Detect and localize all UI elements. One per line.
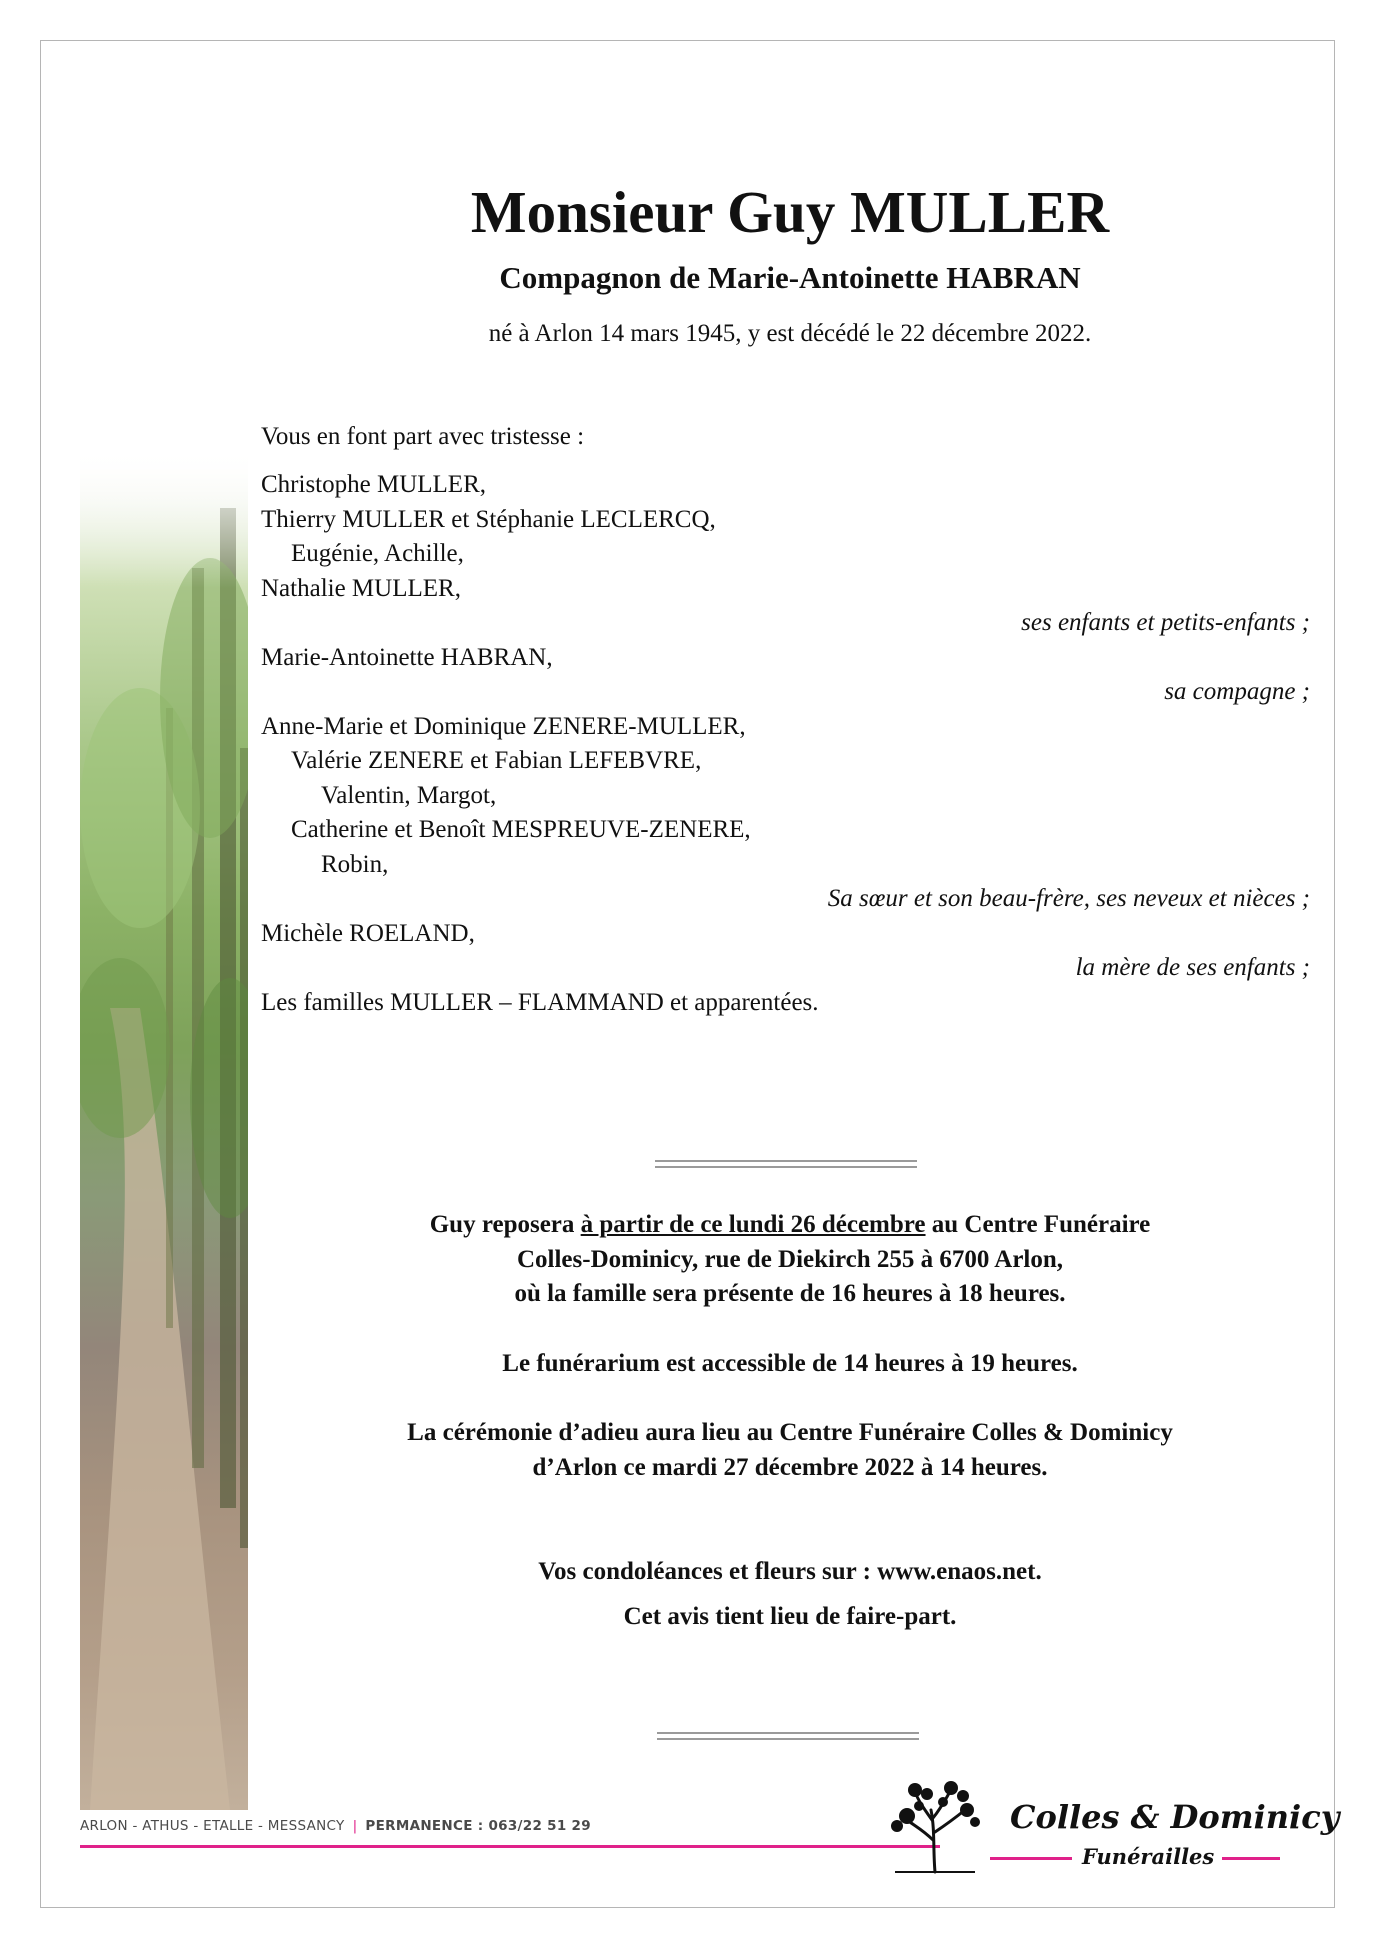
family-line: Marie-Antoinette HABRAN, xyxy=(261,643,553,671)
ceremony-info xyxy=(255,1416,1325,1485)
visitation-address: Colles-Dominicy, rue de Diekirch 255 à 6700 Arlon, xyxy=(516,1245,1064,1273)
family-list xyxy=(261,468,1310,1020)
footer-contact xyxy=(80,1818,591,1834)
footer-locations: ARLON - ATHUS - ETALLE - MESSANCY xyxy=(80,1818,345,1834)
family-line: Michèle ROELAND, xyxy=(261,919,475,947)
visitation-text: au Centre Funéraire xyxy=(925,1211,1151,1238)
family-relation: Sa sœur et son beau-frère, ses neveux et nièces ; xyxy=(827,885,1310,912)
forest-path-image xyxy=(80,448,248,1810)
brand-name: Colles & Dominicy xyxy=(1010,1798,1340,1836)
family-line: Thierry MULLER et Stéphanie LECLERCQ, xyxy=(261,505,716,533)
visitation-date: à partir de ce lundi 26 décembre xyxy=(580,1211,926,1238)
visitation-hours: où la famille sera présente de 16 heures à 18 heures. xyxy=(514,1280,1066,1307)
family-line: Valentin, Margot, xyxy=(321,781,497,809)
visitation-info xyxy=(255,1208,1325,1312)
family-intro: Vous en font part avec tristesse : xyxy=(261,423,585,450)
family-line: Nathalie MULLER, xyxy=(261,574,461,602)
family-relation: sa compagne ; xyxy=(1164,678,1310,705)
family-line: Robin, xyxy=(321,850,389,878)
funerarium-hours: Le funérarium est accessible de 14 heures à 19 heures. xyxy=(502,1350,1078,1377)
footer-permanence: PERMANENCE : 063/22 51 29 xyxy=(365,1818,591,1834)
condolences-line: Vos condoléances et fleurs sur : www.enaos.net. xyxy=(538,1558,1042,1585)
notice-line: Cet avis tient lieu de faire-part. xyxy=(623,1603,957,1630)
brand-subtitle: Funérailles xyxy=(1082,1844,1215,1869)
visitation-text: Guy reposera xyxy=(429,1211,581,1238)
ceremony-line: d’Arlon ce mardi 27 décembre 2022 à 14 heures. xyxy=(532,1453,1048,1481)
brand-accent-line-left xyxy=(990,1857,1072,1860)
family-line: Eugénie, Achille, xyxy=(291,540,464,567)
birth-death-dates: né à Arlon 14 mars 1945, y est décédé le 22 décembre 2022. xyxy=(488,320,1092,347)
tree-logo-icon xyxy=(885,1780,985,1876)
family-line: Les familles MULLER – FLAMMAND et apparentées. xyxy=(261,988,819,1016)
family-relation: ses enfants et petits-enfants ; xyxy=(1021,609,1310,636)
page-subtitle: Compagnon de Marie-Antoinette HABRAN xyxy=(499,260,1081,295)
family-line: Christophe MULLER, xyxy=(261,471,486,498)
divider-top xyxy=(655,1160,917,1168)
ceremony-line: La cérémonie d’adieu aura lieu au Centre Funéraire Colles & Dominicy xyxy=(407,1419,1173,1446)
family-line: Valérie ZENERE et Fabian LEFEBVRE, xyxy=(291,747,702,774)
family-line: Catherine et Benoît MESPREUVE-ZENERE, xyxy=(291,816,751,843)
footer-separator: | xyxy=(352,1818,358,1834)
divider-bottom xyxy=(657,1732,919,1740)
family-relation: la mère de ses enfants ; xyxy=(1075,954,1310,981)
family-line: Anne-Marie et Dominique ZENERE-MULLER, xyxy=(261,712,746,740)
footer-accent-line-right xyxy=(1222,1857,1280,1860)
footer-accent-line xyxy=(80,1845,940,1848)
page-title: Monsieur Guy MULLER xyxy=(470,179,1110,245)
